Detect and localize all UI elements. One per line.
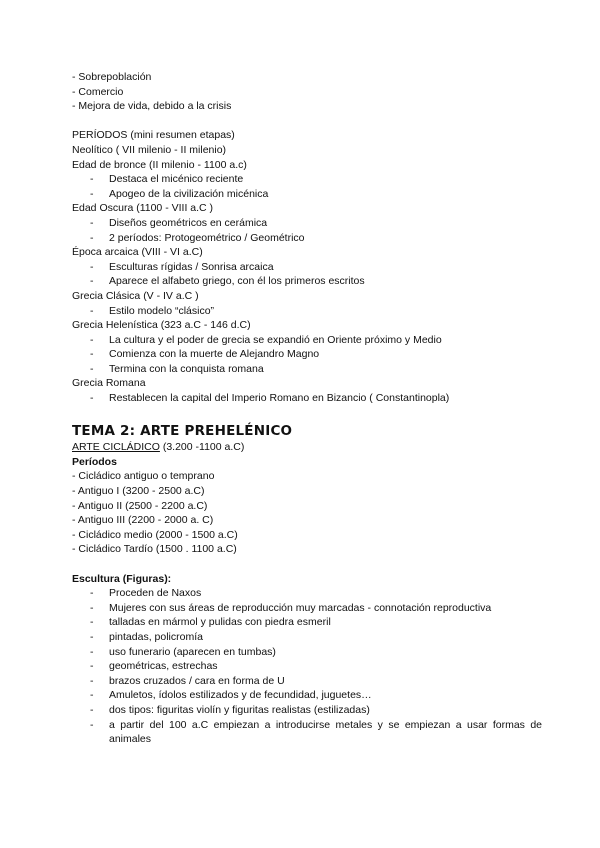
cycladic-dates: (3.200 -1100 a.C) [159, 441, 245, 454]
bullet-dash: - [90, 587, 94, 600]
archaic-item: - Aparece el alfabeto griego, con él los primeros escritos [90, 275, 365, 288]
sculpture-item: - geométricas, estrechas [90, 660, 218, 673]
intro-item: - Comercio [72, 85, 124, 98]
bronze-item: - Destaca el micénico reciente [90, 173, 244, 186]
intro-item: - Sobrepoblación [72, 71, 152, 83]
archaic-item: - Esculturas rígidas / Sonrisa arcaica [90, 260, 274, 273]
bullet-dash: - [90, 630, 94, 643]
cycladic-period: - Cicládico medio (2000 - 1500 a.C) [72, 528, 238, 541]
cycladic-line [72, 440, 542, 455]
period-neolithic: Neolítico ( VII milenio - II milenio) [72, 143, 227, 156]
period-classic: Grecia Clásica (V - IV a.C ) [72, 289, 199, 302]
spacer [72, 557, 542, 572]
spacer [72, 114, 542, 129]
sculpture-item: - Proceden de Naxos [90, 587, 202, 600]
bullet-dash: - [90, 703, 94, 716]
period-dark-age: Edad Oscura (1100 - VIII a.C ) [72, 202, 214, 215]
sculpture-item: - uso funerario (aparecen en tumbas) [90, 645, 276, 658]
bullet-dash: - [90, 601, 94, 614]
periods-title: PERÍODOS (mini resumen etapas) [72, 129, 235, 142]
bullet-dash: - [90, 348, 94, 361]
period-archaic: Época arcaica (VIII - VI a.C) [72, 246, 203, 259]
cycladic-period: - Cicládico Tardío (1500 . 1100 a.C) [72, 543, 237, 556]
bullet-dash: - [90, 660, 94, 673]
bullet-dash: - [90, 260, 94, 273]
period-roman: Grecia Romana [72, 377, 146, 390]
bullet-dash: - [90, 616, 94, 629]
document-page [72, 70, 542, 747]
bullet-dash: - [90, 362, 94, 375]
sculpture-item: - dos tipos: figuritas violín y figuritas realistas (estilizadas) [90, 703, 370, 716]
sculpture-item: - brazos cruzados / cara en forma de U [90, 674, 285, 687]
classic-item: - Estilo modelo “clásico” [90, 304, 215, 317]
bullet-dash: - [90, 333, 94, 346]
hellenistic-item: - Comienza con la muerte de Alejandro Magno [90, 348, 320, 361]
bullet-dash: - [90, 645, 94, 658]
periods-subheading: Períodos [72, 455, 117, 468]
cycladic-period: - Antiguo III (2200 - 2000 a. C) [72, 514, 214, 527]
roman-item: - Restablecen la capital del Imperio Romano en Bizancio ( Constantinopla) [90, 392, 450, 405]
sculpture-subheading: Escultura (Figuras): [72, 572, 172, 585]
hellenistic-item: - La cultura y el poder de grecia se expandió en Oriente próximo y Medio [90, 333, 442, 346]
sculpture-item: - Mujeres con sus áreas de reproducción muy marcadas - connotación reproductiva [90, 601, 492, 614]
spacer [72, 406, 542, 421]
sculpture-item: - a partir del 100 a.C empiezan a introducirse metales y se empiezan a usar formas de animales [90, 718, 542, 746]
bullet-dash: - [90, 231, 94, 244]
bronze-item: - Apogeo de la civilización micénica [90, 187, 269, 200]
period-bronze: Edad de bronce (II milenio - 1100 a.c) [72, 158, 247, 171]
cycladic-period: - Cicládico antiguo o temprano [72, 470, 215, 483]
bullet-dash: - [90, 216, 94, 229]
section-heading: TEMA 2: ARTE PREHELÉNICO [72, 423, 293, 440]
dark-age-item: - 2 períodos: Protogeométrico / Geométrico [90, 231, 305, 244]
bullet-dash: - [90, 275, 94, 288]
sculpture-item: - pintadas, policromía [90, 630, 203, 643]
dark-age-item: - Diseños geométricos en cerámica [90, 216, 268, 229]
hellenistic-item: - Termina con la conquista romana [90, 362, 264, 375]
bullet-dash: - [90, 718, 94, 731]
bullet-dash: - [90, 304, 94, 317]
period-hellenistic: Grecia Helenística (323 a.C - 146 d.C) [72, 319, 251, 332]
cycladic-period: - Antiguo I (3200 - 2500 a.C) [72, 485, 205, 498]
bullet-dash: - [90, 173, 94, 186]
cycladic-label: ARTE CICLÁDICO [72, 441, 160, 454]
intro-item: - Mejora de vida, debido a la crisis [72, 100, 232, 113]
bullet-dash: - [90, 392, 94, 405]
bullet-dash: - [90, 187, 94, 200]
sculpture-item: - talladas en mármol y pulidas con piedra esmeril [90, 616, 331, 629]
sculpture-item: - Amuletos, ídolos estilizados y de fecundidad, juguetes… [90, 689, 372, 702]
bullet-dash: - [90, 674, 94, 687]
cycladic-period: - Antiguo II (2500 - 2200 a.C) [72, 499, 208, 512]
bullet-dash: - [90, 689, 94, 702]
